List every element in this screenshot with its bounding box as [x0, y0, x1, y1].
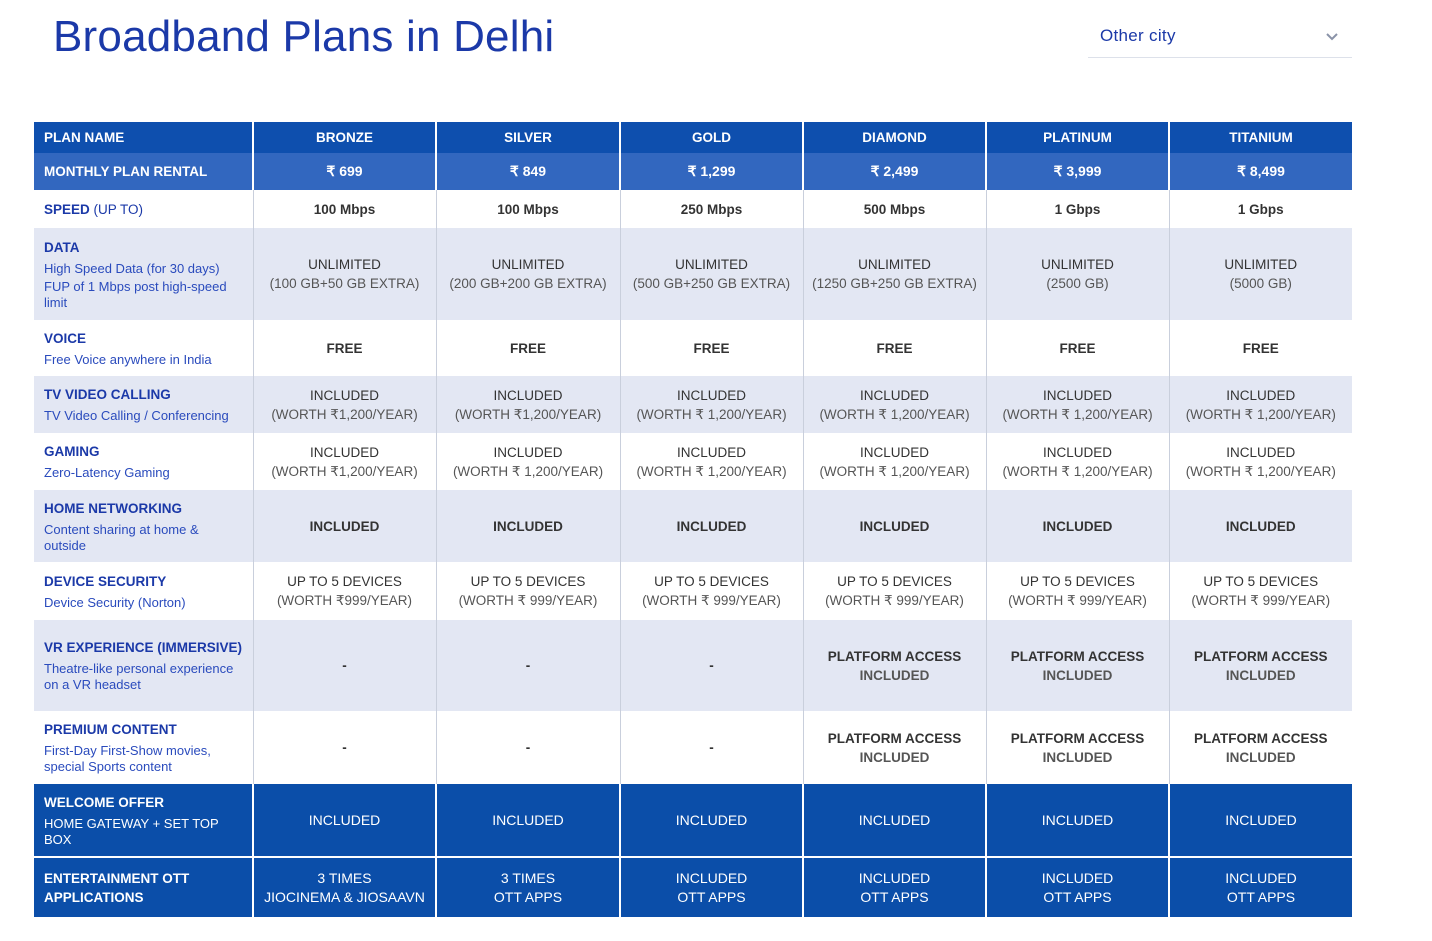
device-security-value-line: (WORTH ₹999/YEAR)	[276, 593, 413, 608]
vr-experience-value-cell	[803, 620, 986, 711]
rental-price: ₹ 699	[253, 153, 436, 190]
tv-video-calling-value-cell	[620, 376, 803, 433]
gaming-value-cell	[986, 433, 1169, 490]
home-networking-subtitle: Content sharing at home & outside	[44, 521, 199, 553]
device-security-value-line: (WORTH ₹ 999/YEAR)	[642, 593, 781, 608]
premium-content-title-text: PREMIUM CONTENT	[44, 722, 177, 737]
vr-experience-value-cell	[986, 620, 1169, 711]
premium-content-value-line: -	[342, 740, 347, 755]
voice-row	[34, 320, 1352, 376]
speed-title-suffix: (UP TO)	[89, 201, 144, 217]
page-title: Broadband Plans in Delhi	[53, 12, 555, 61]
monthly-rental-title-text: MONTHLY PLAN RENTAL	[44, 164, 208, 179]
vr-experience-value-line: -	[709, 658, 714, 673]
speed-title-text: SPEED	[44, 201, 90, 217]
plan-name-platinum: PLATINUM	[986, 122, 1169, 153]
data-value-cell	[986, 228, 1169, 320]
welcome-offer-value-line: INCLUDED	[1225, 811, 1297, 828]
speed-row	[34, 190, 1352, 228]
tv-video-calling-label-cell	[34, 376, 253, 433]
gaming-value-line: INCLUDED	[493, 444, 563, 460]
tv-video-calling-value-cell	[1169, 376, 1352, 433]
device-security-value-line: (WORTH ₹ 999/YEAR)	[1191, 593, 1331, 608]
gaming-value-cell	[1169, 433, 1352, 490]
plan-name-row	[34, 122, 1352, 153]
data-row	[34, 228, 1352, 320]
data-value-line: UNLIMITED	[858, 257, 931, 272]
entertainment-ott-value-line: INCLUDED	[1225, 869, 1297, 886]
welcome-offer-value-line: INCLUDED	[675, 811, 748, 828]
premium-content-value-line: -	[709, 740, 714, 755]
speed-value-line: 500 Mbps	[863, 201, 926, 217]
monthly-rental-row	[34, 153, 1352, 190]
entertainment-ott-value-line: OTT APPS	[1043, 888, 1112, 905]
gaming-label-cell	[34, 433, 253, 490]
speed-label-cell	[34, 190, 253, 228]
data-value-line: (2500 GB)	[1046, 276, 1109, 291]
rental-price: ₹ 8,499	[1169, 153, 1352, 190]
home-networking-value-line: INCLUDED	[676, 518, 747, 534]
welcome-offer-value-line: INCLUDED	[858, 811, 931, 828]
home-networking-value-line: INCLUDED	[493, 518, 563, 534]
gaming-value-cell	[253, 433, 436, 490]
speed-value-cell	[803, 190, 986, 228]
data-subtitle: High Speed Data (for 30 days)	[44, 260, 220, 276]
plans-comparison-table	[34, 122, 1352, 917]
gaming-value-line: (WORTH ₹ 1,200/YEAR)	[1185, 463, 1336, 479]
rental-price: ₹ 849	[436, 153, 620, 190]
tv-video-calling-title	[44, 385, 243, 404]
data-value-cell	[436, 228, 620, 320]
tv-video-calling-value-line: INCLUDED	[676, 387, 746, 403]
tv-video-calling-value-cell	[253, 376, 436, 433]
speed-value-line: 250 Mbps	[680, 201, 743, 217]
plan-name-gold: GOLD	[620, 122, 803, 153]
gaming-value-line: INCLUDED	[1226, 444, 1296, 460]
monthly-rental-label-cell	[34, 153, 253, 190]
vr-experience-value-cell	[436, 620, 620, 711]
device-security-title-text: DEVICE SECURITY	[44, 573, 167, 589]
voice-value-line: FREE	[876, 340, 913, 356]
speed-value-line: 1 Gbps	[1054, 201, 1101, 217]
device-security-value-line: UP TO 5 DEVICES	[470, 574, 586, 589]
home-networking-value-cell	[253, 490, 436, 562]
premium-content-value-cell	[436, 711, 620, 784]
home-networking-value-line: INCLUDED	[1225, 518, 1296, 534]
gaming-value-line: (WORTH ₹ 1,200/YEAR)	[819, 463, 970, 479]
rental-price: ₹ 1,299	[620, 153, 803, 190]
rental-price: ₹ 2,499	[803, 153, 986, 190]
data-value-cell	[1169, 228, 1352, 320]
tv-video-calling-value-line: (WORTH ₹ 1,200/YEAR)	[636, 406, 787, 422]
entertainment-ott-title-text: ENTERTAINMENT OTT APPLICATIONS	[44, 870, 190, 905]
speed-value-cell	[436, 190, 620, 228]
tv-video-calling-row	[34, 376, 1352, 433]
home-networking-value-cell	[620, 490, 803, 562]
tv-video-calling-value-line: (WORTH ₹ 1,200/YEAR)	[819, 406, 970, 422]
rental-price: ₹ 3,999	[986, 153, 1169, 190]
device-security-value-line: UP TO 5 DEVICES	[837, 574, 952, 589]
tv-video-calling-value-line: (WORTH ₹1,200/YEAR)	[454, 406, 602, 422]
data-value-line: (100 GB+50 GB EXTRA)	[269, 276, 420, 291]
voice-value-line: FREE	[326, 340, 363, 356]
city-dropdown[interactable]	[1088, 18, 1352, 58]
gaming-value-line: INCLUDED	[1042, 444, 1112, 460]
tv-video-calling-value-line: INCLUDED	[1042, 387, 1112, 403]
home-networking-value-line: INCLUDED	[1042, 518, 1113, 534]
data-value-line: UNLIMITED	[491, 257, 565, 272]
tv-video-calling-value-line: INCLUDED	[859, 387, 929, 403]
gaming-row	[34, 433, 1352, 490]
device-security-value-line: UP TO 5 DEVICES	[287, 574, 402, 589]
gaming-title-text: GAMING	[44, 444, 100, 459]
premium-content-value-line: PLATFORM ACCESS	[827, 730, 962, 746]
welcome-offer-value-cell	[436, 784, 620, 857]
entertainment-ott-value-line: OTT APPS	[493, 888, 563, 905]
entertainment-ott-value-cell	[986, 857, 1169, 917]
vr-experience-value-line: -	[342, 658, 347, 673]
data-value-cell	[803, 228, 986, 320]
premium-content-value-cell	[986, 711, 1169, 784]
gaming-subtitle: Zero-Latency Gaming	[44, 465, 170, 480]
entertainment-ott-value-line: INCLUDED	[858, 869, 931, 886]
entertainment-ott-title	[44, 869, 242, 907]
premium-content-title	[44, 720, 243, 739]
entertainment-ott-value-cell	[620, 857, 803, 917]
voice-label-cell	[34, 320, 253, 376]
vr-experience-row	[34, 620, 1352, 711]
welcome-offer-value-cell	[986, 784, 1169, 857]
vr-experience-label-cell	[34, 620, 253, 711]
gaming-value-line: (WORTH ₹ 1,200/YEAR)	[452, 463, 604, 479]
device-security-value-cell	[1169, 562, 1352, 620]
tv-video-calling-value-cell	[986, 376, 1169, 433]
gaming-value-cell	[803, 433, 986, 490]
chevron-down-icon	[1324, 30, 1340, 42]
welcome-offer-title-text: WELCOME OFFER	[44, 794, 164, 810]
welcome-offer-label-cell	[34, 784, 253, 857]
tv-video-calling-value-line: (WORTH ₹ 1,200/YEAR)	[1002, 406, 1153, 422]
data-title	[44, 238, 243, 257]
speed-value-cell	[986, 190, 1169, 228]
voice-value-line: FREE	[1059, 340, 1096, 356]
welcome-offer-value-line: INCLUDED	[308, 811, 381, 828]
premium-content-subtitle: First-Day First-Show movies, special Sports content	[44, 743, 211, 774]
entertainment-ott-value-cell	[436, 857, 620, 917]
vr-experience-value-line: PLATFORM ACCESS	[827, 648, 962, 664]
gaming-title	[44, 442, 243, 461]
tv-video-calling-subtitle: TV Video Calling / Conferencing	[44, 408, 229, 423]
speed-value-cell	[1169, 190, 1352, 228]
plan-name-silver: SILVER	[436, 122, 620, 153]
device-security-value-line: UP TO 5 DEVICES	[654, 574, 769, 589]
welcome-offer-value-cell	[253, 784, 436, 857]
data-value-line: (1250 GB+250 GB EXTRA)	[812, 276, 977, 291]
vr-experience-title-text: VR EXPERIENCE (IMMERSIVE)	[44, 640, 243, 655]
entertainment-ott-label-cell	[34, 857, 253, 917]
entertainment-ott-value-line: INCLUDED	[675, 869, 748, 886]
home-networking-value-cell	[1169, 490, 1352, 562]
premium-content-value-line: PLATFORM ACCESS	[1010, 730, 1145, 746]
entertainment-ott-value-cell	[803, 857, 986, 917]
data-value-line: (200 GB+200 GB EXTRA)	[449, 276, 607, 291]
data-value-line: UNLIMITED	[1041, 257, 1114, 272]
home-networking-row	[34, 490, 1352, 562]
home-networking-label-cell	[34, 490, 253, 562]
device-security-value-line: UP TO 5 DEVICES	[1203, 574, 1319, 589]
data-value-cell	[620, 228, 803, 320]
premium-content-row	[34, 711, 1352, 784]
welcome-offer-value-cell	[1169, 784, 1352, 857]
vr-experience-value-line: INCLUDED	[1225, 667, 1296, 683]
entertainment-ott-value-line: 3 TIMES	[500, 869, 556, 886]
device-security-value-line: UP TO 5 DEVICES	[1020, 574, 1135, 589]
home-networking-title	[44, 499, 243, 518]
device-security-subtitle: Device Security (Norton)	[44, 594, 186, 610]
premium-content-value-line: INCLUDED	[1042, 749, 1113, 765]
data-value-line: (5000 GB)	[1229, 276, 1292, 291]
premium-content-label-cell	[34, 711, 253, 784]
data-subtitle: FUP of 1 Mbps post high-speed limit	[44, 278, 227, 310]
device-security-row	[34, 562, 1352, 620]
device-security-value-line: (WORTH ₹ 999/YEAR)	[1008, 593, 1147, 608]
device-security-label-cell	[34, 562, 253, 620]
premium-content-value-cell	[1169, 711, 1352, 784]
gaming-value-line: INCLUDED	[309, 444, 379, 460]
welcome-offer-value-cell	[803, 784, 986, 857]
home-networking-value-line: INCLUDED	[309, 518, 380, 534]
voice-value-cell	[253, 320, 436, 376]
data-value-line: UNLIMITED	[675, 257, 748, 272]
plan-name-bronze: BRONZE	[253, 122, 436, 153]
vr-experience-value-cell	[253, 620, 436, 711]
entertainment-ott-value-line: 3 TIMES	[317, 869, 372, 886]
tv-video-calling-value-line: (WORTH ₹1,200/YEAR)	[271, 406, 418, 422]
voice-value-cell	[986, 320, 1169, 376]
voice-value-cell	[436, 320, 620, 376]
entertainment-ott-value-line: JIOCINEMA & JIOSAAVN	[264, 888, 425, 905]
vr-experience-value-line: INCLUDED	[1042, 667, 1113, 683]
device-security-value-line: (WORTH ₹ 999/YEAR)	[458, 593, 598, 608]
tv-video-calling-value-line: INCLUDED	[1226, 387, 1296, 403]
device-security-value-cell	[986, 562, 1169, 620]
voice-value-line: FREE	[509, 340, 546, 356]
speed-value-cell	[253, 190, 436, 228]
device-security-value-cell	[436, 562, 620, 620]
voice-value-line: FREE	[693, 340, 730, 356]
plan-name-label-cell	[34, 122, 253, 153]
device-security-title	[44, 572, 243, 591]
gaming-value-line: (WORTH ₹ 1,200/YEAR)	[1002, 463, 1153, 479]
welcome-offer-value-line: INCLUDED	[1041, 811, 1114, 828]
entertainment-ott-value-line: INCLUDED	[1041, 869, 1114, 886]
tv-video-calling-title-text: TV VIDEO CALLING	[44, 387, 171, 402]
device-security-value-line: (WORTH ₹ 999/YEAR)	[825, 593, 964, 608]
device-security-value-cell	[620, 562, 803, 620]
vr-experience-value-line: PLATFORM ACCESS	[1194, 648, 1328, 664]
home-networking-title-text: HOME NETWORKING	[44, 500, 182, 516]
vr-experience-value-line: -	[525, 658, 531, 673]
premium-content-value-cell	[620, 711, 803, 784]
welcome-offer-title	[44, 793, 242, 812]
welcome-offer-row	[34, 784, 1352, 857]
vr-experience-subtitle: Theatre-like personal experience on a VR headset	[44, 661, 234, 692]
gaming-value-cell	[620, 433, 803, 490]
voice-value-cell	[803, 320, 986, 376]
speed-title	[44, 200, 243, 219]
welcome-offer-value-line: INCLUDED	[492, 811, 564, 828]
welcome-offer-value-cell	[620, 784, 803, 857]
tv-video-calling-value-line: (WORTH ₹ 1,200/YEAR)	[1185, 406, 1336, 422]
device-security-value-cell	[253, 562, 436, 620]
entertainment-ott-value-line: OTT APPS	[677, 888, 746, 905]
premium-content-value-line: -	[525, 740, 531, 755]
gaming-value-cell	[436, 433, 620, 490]
vr-experience-value-line: PLATFORM ACCESS	[1010, 648, 1145, 664]
plan-name-title	[44, 128, 242, 147]
voice-value-cell	[620, 320, 803, 376]
tv-video-calling-value-cell	[803, 376, 986, 433]
tv-video-calling-value-cell	[436, 376, 620, 433]
entertainment-ott-row	[34, 857, 1352, 917]
vr-experience-value-cell	[620, 620, 803, 711]
speed-value-line: 100 Mbps	[313, 201, 376, 217]
entertainment-ott-value-line: OTT APPS	[860, 888, 929, 905]
entertainment-ott-value-cell	[1169, 857, 1352, 917]
voice-subtitle: Free Voice anywhere in India	[44, 351, 212, 367]
premium-content-value-line: INCLUDED	[1225, 749, 1296, 765]
home-networking-value-cell	[803, 490, 986, 562]
gaming-value-line: INCLUDED	[676, 444, 746, 460]
vr-experience-value-line: INCLUDED	[859, 667, 930, 683]
tv-video-calling-value-line: INCLUDED	[493, 387, 563, 403]
speed-value-line: 1 Gbps	[1237, 201, 1284, 217]
plan-name-diamond: DIAMOND	[803, 122, 986, 153]
plan-name-titanium: TITANIUM	[1169, 122, 1352, 153]
data-value-line: UNLIMITED	[308, 257, 381, 272]
data-label-cell	[34, 228, 253, 320]
premium-content-value-cell	[803, 711, 986, 784]
voice-value-line: FREE	[1242, 340, 1279, 356]
home-networking-value-cell	[436, 490, 620, 562]
plan-name-title-text: PLAN NAME	[44, 130, 125, 145]
entertainment-ott-value-line: OTT APPS	[1226, 888, 1296, 905]
gaming-value-line: (WORTH ₹1,200/YEAR)	[271, 463, 418, 479]
vr-experience-title	[44, 638, 243, 657]
city-dropdown-label: Other city	[1100, 26, 1176, 45]
welcome-offer-subtitle: HOME GATEWAY + SET TOP BOX	[44, 815, 219, 847]
monthly-rental-title	[44, 162, 242, 181]
voice-value-cell	[1169, 320, 1352, 376]
data-value-line: UNLIMITED	[1224, 257, 1298, 272]
data-value-line: (500 GB+250 GB EXTRA)	[632, 276, 791, 291]
voice-title-text: VOICE	[44, 330, 87, 346]
device-security-value-cell	[803, 562, 986, 620]
voice-title	[44, 329, 243, 348]
gaming-value-line: (WORTH ₹ 1,200/YEAR)	[636, 463, 787, 479]
gaming-value-line: INCLUDED	[859, 444, 929, 460]
premium-content-value-cell	[253, 711, 436, 784]
vr-experience-value-cell	[1169, 620, 1352, 711]
entertainment-ott-value-cell	[253, 857, 436, 917]
home-networking-value-cell	[986, 490, 1169, 562]
data-value-cell	[253, 228, 436, 320]
speed-value-cell	[620, 190, 803, 228]
premium-content-value-line: INCLUDED	[859, 749, 930, 765]
speed-value-line: 100 Mbps	[497, 201, 559, 217]
tv-video-calling-value-line: INCLUDED	[309, 387, 379, 403]
data-title-text: DATA	[44, 239, 80, 255]
home-networking-value-line: INCLUDED	[859, 518, 930, 534]
premium-content-value-line: PLATFORM ACCESS	[1194, 730, 1328, 746]
